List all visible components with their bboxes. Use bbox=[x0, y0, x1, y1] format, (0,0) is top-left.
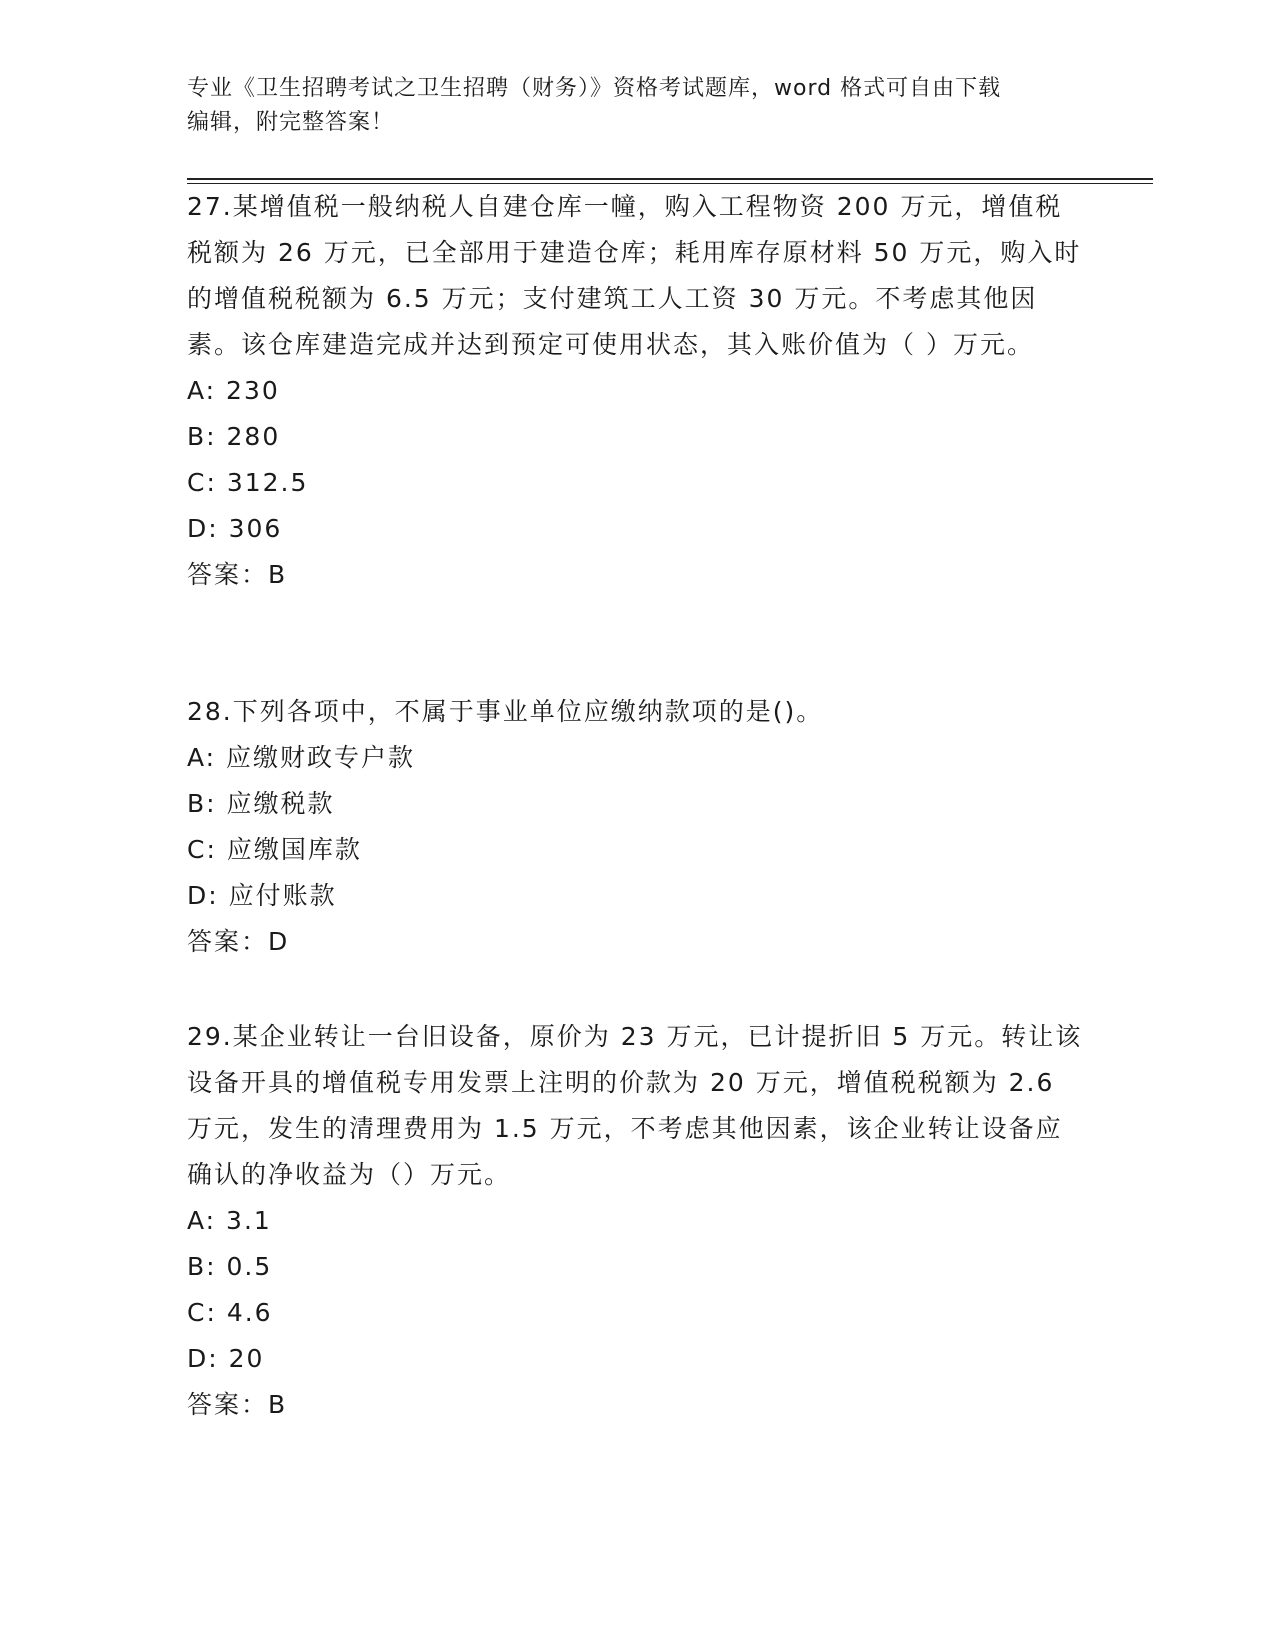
option-d: D: 应付账款 bbox=[187, 881, 337, 910]
question-stem: 27.某增值税一般纳税人自建仓库一幢，购入工程物资 200 万元，增值税税额为 26 万元，已全部用于建造仓库；耗用库存原材料 50 万元，购入时的增值税税额为 6.5 万元；支付建筑工人工资 30 万元。不考虑其他因素。该仓库建造完成并达到预定可使用状态，其入账价值为（ ）万元。 bbox=[187, 192, 1082, 359]
option-d: D: 306 bbox=[187, 514, 283, 543]
option-c: C: 4.6 bbox=[187, 1298, 273, 1327]
document-header bbox=[187, 72, 1087, 140]
option-c: C: 312.5 bbox=[187, 468, 309, 497]
question-27 bbox=[187, 184, 1087, 598]
header-line-1: 专业《卫生招聘考试之卫生招聘（财务）》资格考试题库，word 格式可自由下载 bbox=[187, 76, 1002, 101]
header-line-2: 编辑，附完整答案！ bbox=[187, 110, 395, 135]
option-d: D: 20 bbox=[187, 1344, 265, 1373]
answer-key: 答案：D bbox=[187, 927, 290, 956]
question-29 bbox=[187, 1014, 1087, 1428]
option-a: A: 230 bbox=[187, 376, 280, 405]
option-a: A: 3.1 bbox=[187, 1206, 272, 1235]
option-b: B: 应缴税款 bbox=[187, 789, 335, 818]
question-28 bbox=[187, 689, 1087, 965]
option-a: A: 应缴财政专户款 bbox=[187, 743, 416, 772]
answer-key: 答案：B bbox=[187, 1390, 288, 1419]
question-stem: 28.下列各项中，不属于事业单位应缴纳款项的是()。 bbox=[187, 697, 824, 726]
option-c: C: 应缴国库款 bbox=[187, 835, 362, 864]
question-stem: 29.某企业转让一台旧设备，原价为 23 万元，已计提折旧 5 万元。转让该设备开具的增值税专用发票上注明的价款为 20 万元，增值税税额为 2.6 万元，发生的清理费用为 1.5 万元，不考虑其他因素，该企业转让设备应确认的净收益为（）万元。 bbox=[187, 1022, 1083, 1189]
answer-key: 答案：B bbox=[187, 560, 288, 589]
option-b: B: 0.5 bbox=[187, 1252, 273, 1281]
option-b: B: 280 bbox=[187, 422, 281, 451]
header-divider-thick bbox=[187, 178, 1153, 180]
